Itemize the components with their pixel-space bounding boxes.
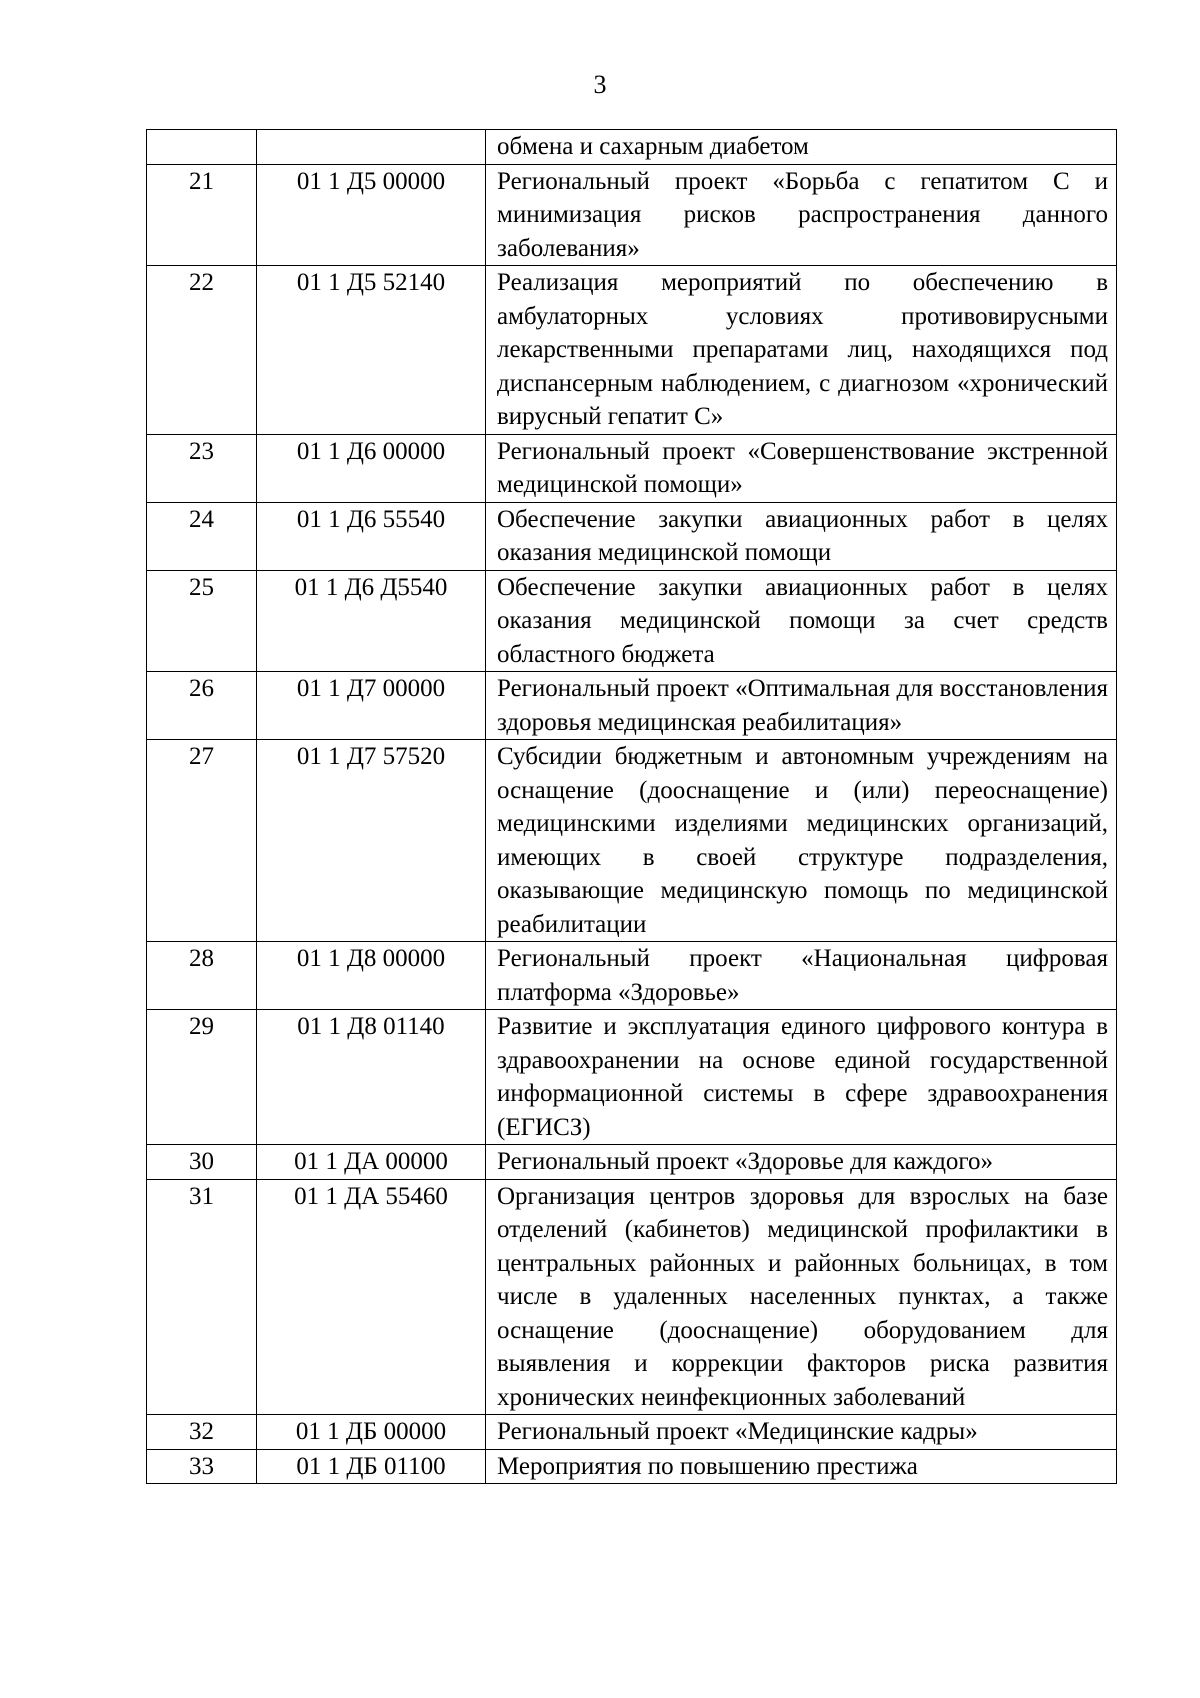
row-number-cell: 26 <box>147 672 257 740</box>
description-cell: Региональный проект «Национальная цифровая платформа «Здоровье» <box>486 942 1117 1010</box>
table-row <box>147 164 1117 266</box>
row-number-cell: 31 <box>147 1179 257 1415</box>
budget-code-cell: 01 1 ДА 00000 <box>257 1145 486 1180</box>
description-cell: Региональный проект «Совершенствование экстренной медицинской помощи» <box>486 434 1117 502</box>
table-row <box>147 1145 1117 1180</box>
row-number-cell: 33 <box>147 1449 257 1484</box>
table-row <box>147 1179 1117 1415</box>
table-row <box>147 570 1117 672</box>
budget-code-cell: 01 1 ДБ 01100 <box>257 1449 486 1484</box>
budget-code-cell: 01 1 Д6 00000 <box>257 434 486 502</box>
description-cell: Региональный проект «Борьба с гепатитом С и минимизация рисков распространения данного заболевания» <box>486 164 1117 266</box>
row-number-cell: 29 <box>147 1010 257 1145</box>
table-row <box>147 1010 1117 1145</box>
budget-code-cell: 01 1 Д7 57520 <box>257 740 486 942</box>
row-number-cell: 24 <box>147 502 257 570</box>
description-cell: Реализация мероприятий по обеспечению в амбулаторных условиях противовирусными лекарственными препаратами лиц, находящихся под диспансерным наблюдением, с диагнозом «хронический вирусный гепатит С» <box>486 266 1117 435</box>
description-cell: обмена и сахарным диабетом <box>486 130 1117 165</box>
budget-code-cell: 01 1 Д6 55540 <box>257 502 486 570</box>
table-row <box>147 266 1117 435</box>
table-body <box>147 130 1117 1484</box>
budget-code-cell: 01 1 ДБ 00000 <box>257 1415 486 1450</box>
table-row <box>147 1449 1117 1484</box>
table-row <box>147 1415 1117 1450</box>
budget-code-cell: 01 1 Д8 01140 <box>257 1010 486 1145</box>
row-number-cell: 21 <box>147 164 257 266</box>
row-number-cell: 32 <box>147 1415 257 1450</box>
description-cell: Мероприятия по повышению престижа <box>486 1449 1117 1484</box>
budget-code-cell: 01 1 Д7 00000 <box>257 672 486 740</box>
table-row <box>147 942 1117 1010</box>
page-number: 3 <box>593 70 607 99</box>
description-cell: Региональный проект «Здоровье для каждого» <box>486 1145 1117 1180</box>
description-cell: Развитие и эксплуатация единого цифрового контура в здравоохранении на основе единой государственной информационной системы в сфере здравоохранения (ЕГИСЗ) <box>486 1010 1117 1145</box>
row-number-cell: 25 <box>147 570 257 672</box>
table-row <box>147 434 1117 502</box>
description-cell: Региональный проект «Оптимальная для восстановления здоровья медицинская реабилитация» <box>486 672 1117 740</box>
budget-code-cell: 01 1 Д6 Д5540 <box>257 570 486 672</box>
table-row <box>147 740 1117 942</box>
description-cell: Региональный проект «Медицинские кадры» <box>486 1415 1117 1450</box>
budget-code-cell: 01 1 Д8 00000 <box>257 942 486 1010</box>
row-number-cell: 22 <box>147 266 257 435</box>
row-number-cell: 27 <box>147 740 257 942</box>
budget-code-cell: 01 1 Д5 00000 <box>257 164 486 266</box>
description-cell: Организация центров здоровья для взрослых на базе отделений (кабинетов) медицинской профилактики в центральных районных и районных больницах, в том числе в удаленных населенных пунктах, а также оснащение (дооснащение) оборудованием для выявления и коррекции факторов риска развития хронических неинфекционных заболеваний <box>486 1179 1117 1415</box>
row-number-cell <box>147 130 257 165</box>
budget-code-cell <box>257 130 486 165</box>
description-cell: Субсидии бюджетным и автономным учреждениям на оснащение (дооснащение и (или) переоснащение) медицинскими изделиями медицинских организаций, имеющих в своей структуре подразделения, оказывающие медицинскую помощь по медицинской реабилитации <box>486 740 1117 942</box>
description-cell: Обеспечение закупки авиационных работ в целях оказания медицинской помощи <box>486 502 1117 570</box>
description-cell: Обеспечение закупки авиационных работ в целях оказания медицинской помощи за счет средств областного бюджета <box>486 570 1117 672</box>
table-row <box>147 502 1117 570</box>
row-number-cell: 23 <box>147 434 257 502</box>
row-number-cell: 30 <box>147 1145 257 1180</box>
budget-code-cell: 01 1 Д5 52140 <box>257 266 486 435</box>
table-row <box>147 130 1117 165</box>
budget-code-cell: 01 1 ДА 55460 <box>257 1179 486 1415</box>
budget-code-table <box>146 129 1117 1484</box>
row-number-cell: 28 <box>147 942 257 1010</box>
table-row <box>147 672 1117 740</box>
